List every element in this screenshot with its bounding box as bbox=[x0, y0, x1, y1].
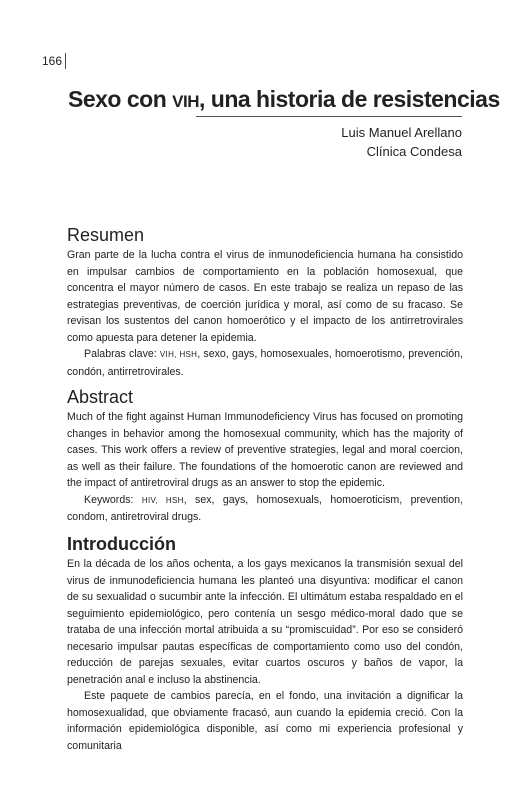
introduccion-paragraph-2: Este paquete de cambios parecía, en el fondo, una invitación a dignificar la homosexualidad, que obviamente fracasó, aun cuando la epidemia creció. Con la información epidemiológica disponible, así como mi experiencia profesional y comunitaria bbox=[67, 690, 463, 752]
resumen-keywords-rest: , sexo, gays, homosexuales, homoerotismo, prevención, condón, antirretrovirales. bbox=[67, 348, 464, 378]
resumen-body: Gran parte de la lucha contra el virus de inmunodeficiencia humana ha consistido en impulsar cambios de comportamiento en la población homosexual, que concentra el mayor número de casos. En este trabajo se realiza un repaso de las estrategias preventivas, de coerción jurídica y moral, así como de su fracaso. Se revisan los sustentos del canon homoerótico y el impacto de los antirretrovirales como apuesta para detener la epidemia. bbox=[67, 249, 463, 344]
author-block bbox=[341, 123, 462, 161]
resumen-keywords-abbr: VIH, HSH bbox=[159, 350, 198, 359]
abstract-keywords-label: Keywords: bbox=[84, 493, 142, 506]
resumen-keywords-label: Palabras clave: bbox=[84, 348, 160, 360]
abstract-keywords-rest: , sex, gays, homosexuals, homoeroticism, prevention, condom, antiretroviral drugs. bbox=[67, 493, 464, 523]
abstract-section bbox=[67, 387, 463, 526]
abstract-keywords bbox=[67, 492, 463, 526]
author-affiliation: Clínica Condesa bbox=[366, 144, 462, 159]
resumen-section bbox=[67, 225, 463, 380]
article-title bbox=[68, 86, 500, 113]
author-name: Luis Manuel Arellano bbox=[341, 125, 462, 140]
introduccion-section bbox=[67, 534, 463, 754]
resumen-heading: Resumen bbox=[67, 225, 145, 245]
page-number: 166 bbox=[42, 54, 63, 68]
title-rule bbox=[196, 116, 462, 117]
introduccion-paragraph-1: En la década de los años ochenta, a los gays mexicanos la transmisión sexual del virus de inmunodeficiencia humana les planteó una disyuntiva: modificar el canon de su sexualidad o sucumbir ante la infección. El ultimátum estaba respaldado en el seguimiento epidemiológico, pero contenía un sesgo médico-moral dado que se trataba de una infección mortal atribuida a su “promiscuidad”. Por eso se consideró necesario impulsar pautas específicas de comportamiento como uso del condón, reducción de parejas sexuales, evitar cuartos oscuros y baños de vapor, la penetración anal e incluso la abstinencia. bbox=[67, 558, 463, 686]
title-suffix: , una historia de resistencias bbox=[199, 86, 500, 112]
title-abbr: VIH bbox=[172, 92, 199, 111]
introduccion-heading: Introducción bbox=[67, 534, 176, 554]
abstract-keywords-abbr: HIV, HSH bbox=[141, 495, 184, 505]
abstract-heading: Abstract bbox=[67, 387, 134, 407]
abstract-body: Much of the fight against Human Immunodeficiency Virus has focused on promoting changes in behavior among the homosexual community, which has the majority of cases. This work offers a review of preventive strategies, legal and moral coercion, as well as their failure. The foundations of the homoerotic canon are reviewed and the impact of antiretroviral drugs as an answer to stop the epidemic. bbox=[67, 411, 463, 489]
resumen-keywords bbox=[67, 346, 463, 380]
title-prefix: Sexo con bbox=[68, 86, 173, 112]
page-number-divider bbox=[65, 53, 66, 69]
